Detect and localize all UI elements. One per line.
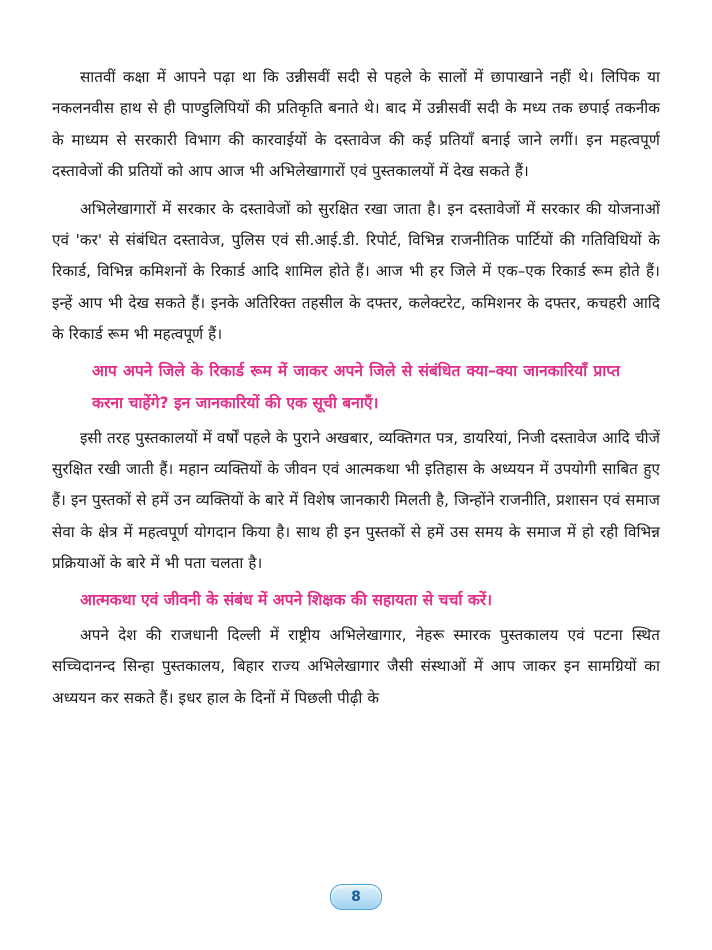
paragraph-institutions: अपने देश की राजधानी दिल्ली में राष्ट्रीय अभिलेखागार, नेहरू स्मारक पुस्तकालय एवं पटना स्थित सच्चिदानन्द सिन्हा पुस्तकालय, बिहार राज्य अभिलेखागार जैसी संस्थाओं में आप जाकर इन सामग्रियों का अध्ययन कर सकते हैं। इधर हाल के दिनों में पिछली पीढ़ी के: [52, 625, 660, 707]
paragraph-libraries: इसी तरह पुस्तकालयों में वर्षों पहले के पुराने अखबार, व्यक्तिगत पत्र, डायरियां, निजी दस्तावेज आदि चीजें सुरक्षित रखी जाती हैं। महान व्यक्तियों के जीवन एवं आत्मकथा भी इतिहास के अध्ययन में उपयोगी साबित हुए हैं। इन पुस्तकों से हमें उन व्यक्तियों के बारे में विशेष जानकारी मिलती है, जिन्होंने राजनीति, प्रशासन एवं समाज सेवा के क्षेत्र में महत्वपूर्ण योगदान किया है। साथ ही इन पुस्तकों से हमें उस समय के समाज में हो रही विभिन्न प्रक्रियाओं के बारे में भी पता चलता है।: [52, 428, 660, 573]
paragraph-printing-history: सातवीं कक्षा में आपने पढ़ा था कि उन्नीसवीं सदी से पहले के सालों में छापाखाने नहीं थे। लिपिक या नकलनवीस हाथ से ही पाण्डुलिपियों की प्रतिकृति बनाते थे। बाद में उन्नीसवीं सदी के मध्य तक छपाई तकनीक के माध्यम से सरकारी विभाग की कारवाईयों के दस्तावेज की कई प्रतियाँ बनाई जाने लगीं। इन महत्वपूर्ण दस्तावेजों की प्रतियों को आप आज भी अभिलेखागारों एवं पुस्तकालयों में देख सकते हैं।: [52, 68, 660, 181]
activity-autobiography: आत्मकथा एवं जीवनी के संबंध में अपने शिक्षक की सहायता से चर्चा करें।: [80, 590, 493, 609]
paragraph-archives: अभिलेखागारों में सरकार के दस्तावेजों को सुरक्षित रखा जाता है। इन दस्तावेजों में सरकार की योजनाओं एवं 'कर' से संबंधित दस्तावेज, पुलिस एवं सी.आई.डी. रिपोर्ट, विभिन्न राजनीतिक पार्टियों की गतिविधियों के रिकार्ड, विभिन्न कमिशनों के रिकार्ड आदि शामिल होते हैं। आज भी हर जिले में एक–एक रिकार्ड रूम होते हैं। इन्हें आप भी देख सकते हैं। इनके अतिरिक्त तहसील के दफ्तर, कलेक्टरेट, कमिशनर के दफ्तर, कचहरी आदि के रिकार्ड रूम भी महत्वपूर्ण हैं।: [52, 199, 660, 344]
activity-record-room: आप अपने जिले के रिकार्ड रूम में जाकर अपने जिले से संबंधित क्या–क्या जानकारियाँ प्राप्त करना चाहेंगे? इन जानकारियों की एक सूची बनाएँ।: [92, 361, 620, 412]
page-footer: [0, 884, 712, 914]
page-number-badge: 8: [330, 884, 382, 910]
